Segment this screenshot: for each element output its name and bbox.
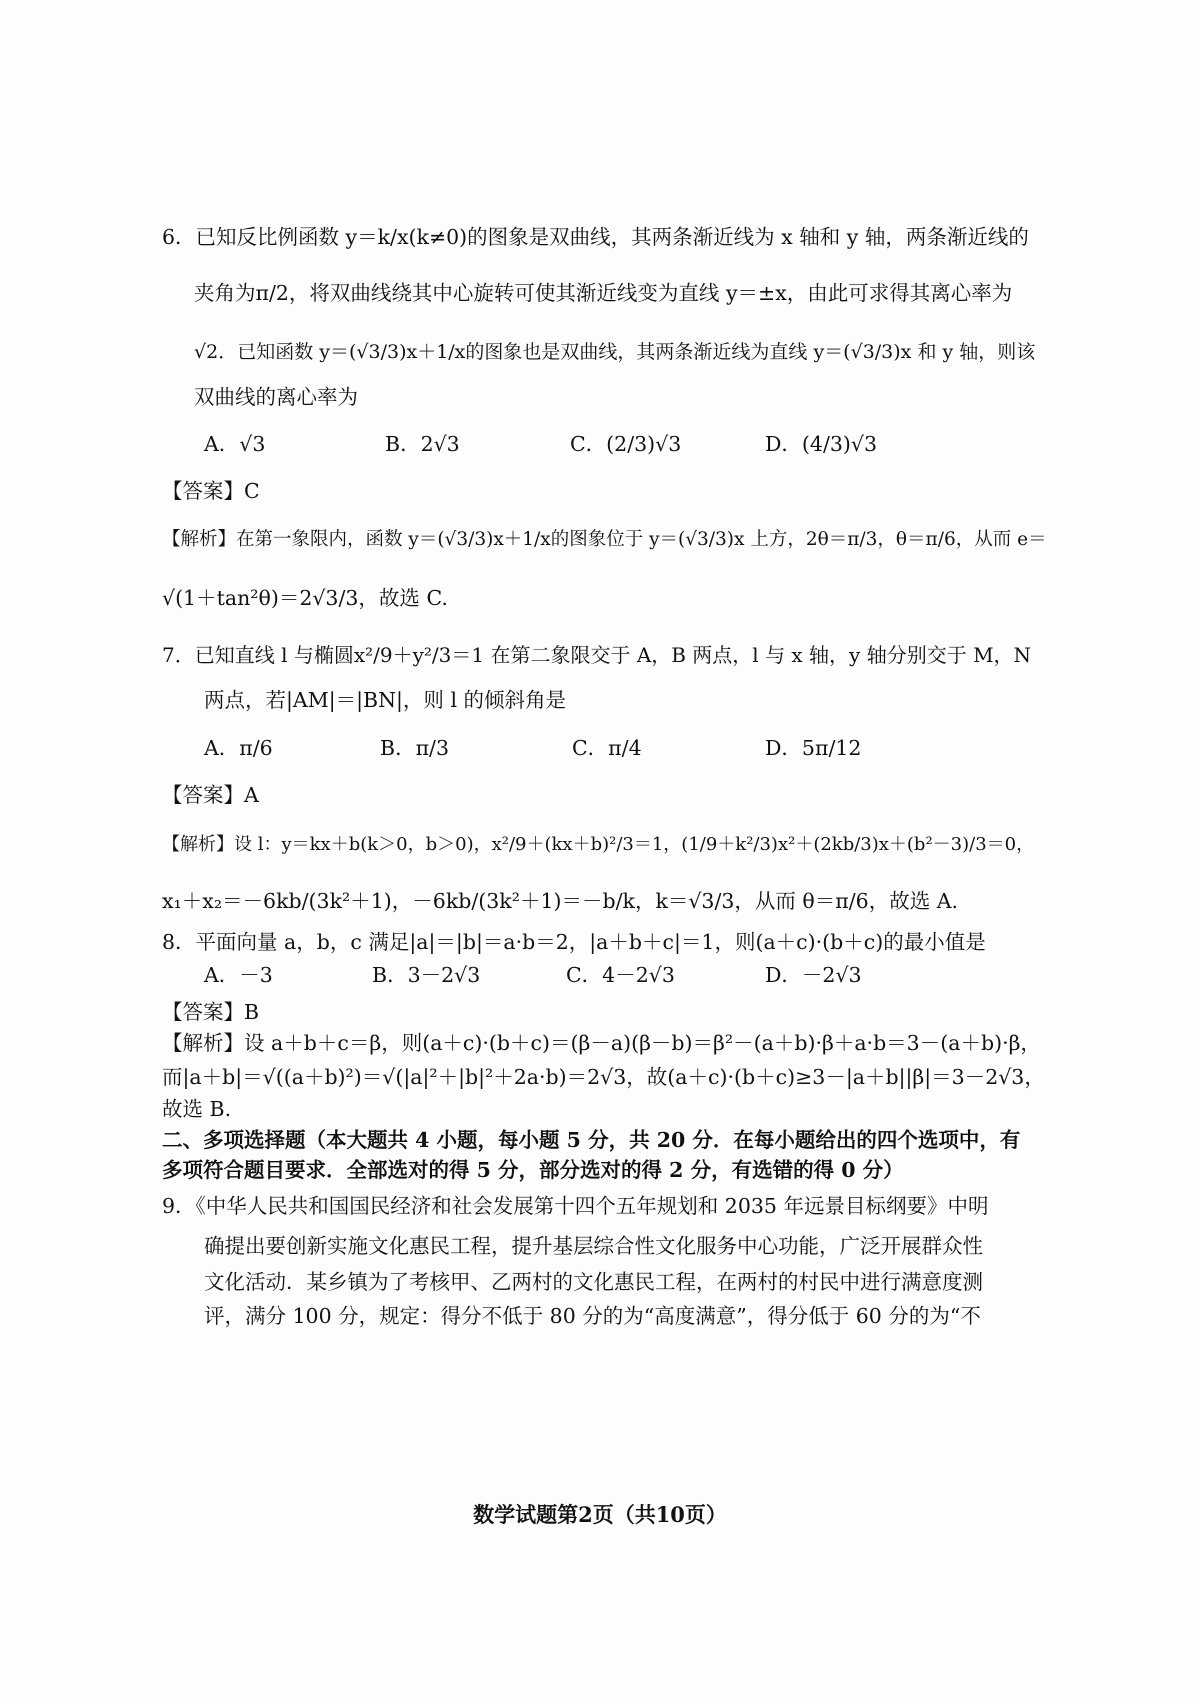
q6-option-b: B．2√3 — [385, 432, 460, 456]
q8-option-a: A．－3 — [204, 963, 273, 987]
q7-line-1: 7．已知直线 l 与椭圆x²/9＋y²/3＝1 在第二象限交于 A，B 两点，l 与 x 轴，y 轴分别交于 M，N — [162, 643, 1032, 667]
q9-line-3: 文化活动．某乡镇为了考核甲、乙两村的文化惠民工程，在两村的村民中进行满意度测 — [204, 1270, 983, 1294]
q8-option-d: D．－2√3 — [765, 963, 862, 987]
q8-option-c: C．4－2√3 — [566, 963, 675, 987]
q9-line-4: 评，满分 100 分，规定：得分不低于 80 分的为“高度满意”，得分低于 60 分的为“不 — [204, 1304, 981, 1328]
q7-option-c: C．π/4 — [572, 736, 642, 760]
section-2-line-2: 多项符合题目要求．全部选对的得 5 分，部分选对的得 2 分，有选错的得 0 分） — [162, 1158, 904, 1182]
q6-analysis-line-2: √(1＋tan²θ)＝2√3/3，故选 C. — [162, 586, 448, 610]
q7-option-b: B．π/3 — [380, 736, 449, 760]
q8-line-1: 8．平面向量 a，b，c 满足|a|＝|b|＝a·b＝2，|a＋b＋c|＝1，则(a＋c)·(b＋c)的最小值是 — [162, 930, 986, 954]
page-footer: 数学试题第2页（共10页） — [473, 1502, 727, 1527]
q6-option-c: C．(2/3)√3 — [570, 432, 682, 456]
q7-option-d: D．5π/12 — [765, 736, 862, 760]
q6-option-a: A．√3 — [204, 432, 266, 456]
q8-option-b: B．3－2√3 — [372, 963, 481, 987]
q6-line-2: 夹角为π/2，将双曲线绕其中心旋转可使其渐近线变为直线 y＝±x，由此可求得其离心率为 — [194, 281, 1013, 305]
q7-analysis-line-2: x₁＋x₂＝－6kb/(3k²＋1)，－6kb/(3k²＋1)＝－b/k，k＝√3/3，从而 θ＝π/6，故选 A. — [162, 889, 959, 913]
q6-option-d: D．(4/3)√3 — [765, 432, 878, 456]
q6-analysis-line-1: 【解析】在第一象限内，函数 y＝(√3/3)x＋1/x的图象位于 y＝(√3/3)x 上方，2θ＝π/3，θ＝π/6，从而 e＝ — [162, 529, 1047, 550]
q9-line-2: 确提出要创新实施文化惠民工程，提升基层综合性文化服务中心功能，广泛开展群众性 — [204, 1234, 983, 1258]
q7-analysis-line-1: 【解析】设 l：y＝kx＋b(k＞0，b＞0)，x²/9＋(kx＋b)²/3＝1，(1/9＋k²/3)x²＋(2kb/3)x＋(b²－3)/3＝0， — [162, 834, 1035, 855]
q7-answer: 【答案】A — [162, 783, 259, 807]
q6-line-1: 6．已知反比例函数 y＝k/x(k≠0)的图象是双曲线，其两条渐近线为 x 轴和 y 轴，两条渐近线的 — [162, 225, 1029, 249]
q8-analysis-line-2: 而|a＋b|＝√((a＋b)²)＝√(|a|²＋|b|²＋2a·b)＝2√3，故(a＋c)·(b＋c)≥3－|a＋b||β|＝3－2√3， — [162, 1065, 1045, 1089]
q6-line-3: √2．已知函数 y＝(√3/3)x＋1/x的图象也是双曲线，其两条渐近线为直线 y＝(√3/3)x 和 y 轴，则该 — [194, 341, 1036, 363]
q7-line-2: 两点，若|AM|＝|BN|，则 l 的倾斜角是 — [204, 688, 567, 712]
q8-analysis-line-1: 【解析】设 a＋b＋c＝β，则(a＋c)·(b＋c)＝(β－a)(β－b)＝β²－(a＋b)·β＋a·b＝3－(a＋b)·β， — [162, 1031, 1041, 1055]
section-2-line-1: 二、多项选择题（本大题共 4 小题，每小题 5 分，共 20 分．在每小题给出的四个选项中，有 — [162, 1128, 1021, 1152]
q8-answer: 【答案】B — [162, 1000, 260, 1024]
q7-option-a: A．π/6 — [204, 736, 273, 760]
q6-answer: 【答案】C — [162, 479, 260, 503]
q8-analysis-line-3: 故选 B. — [162, 1097, 232, 1121]
q9-line-1: 9．《中华人民共和国国民经济和社会发展第十四个五年规划和 2035 年远景目标纲要》中明 — [162, 1194, 989, 1218]
q6-line-4: 双曲线的离心率为 — [194, 385, 358, 409]
